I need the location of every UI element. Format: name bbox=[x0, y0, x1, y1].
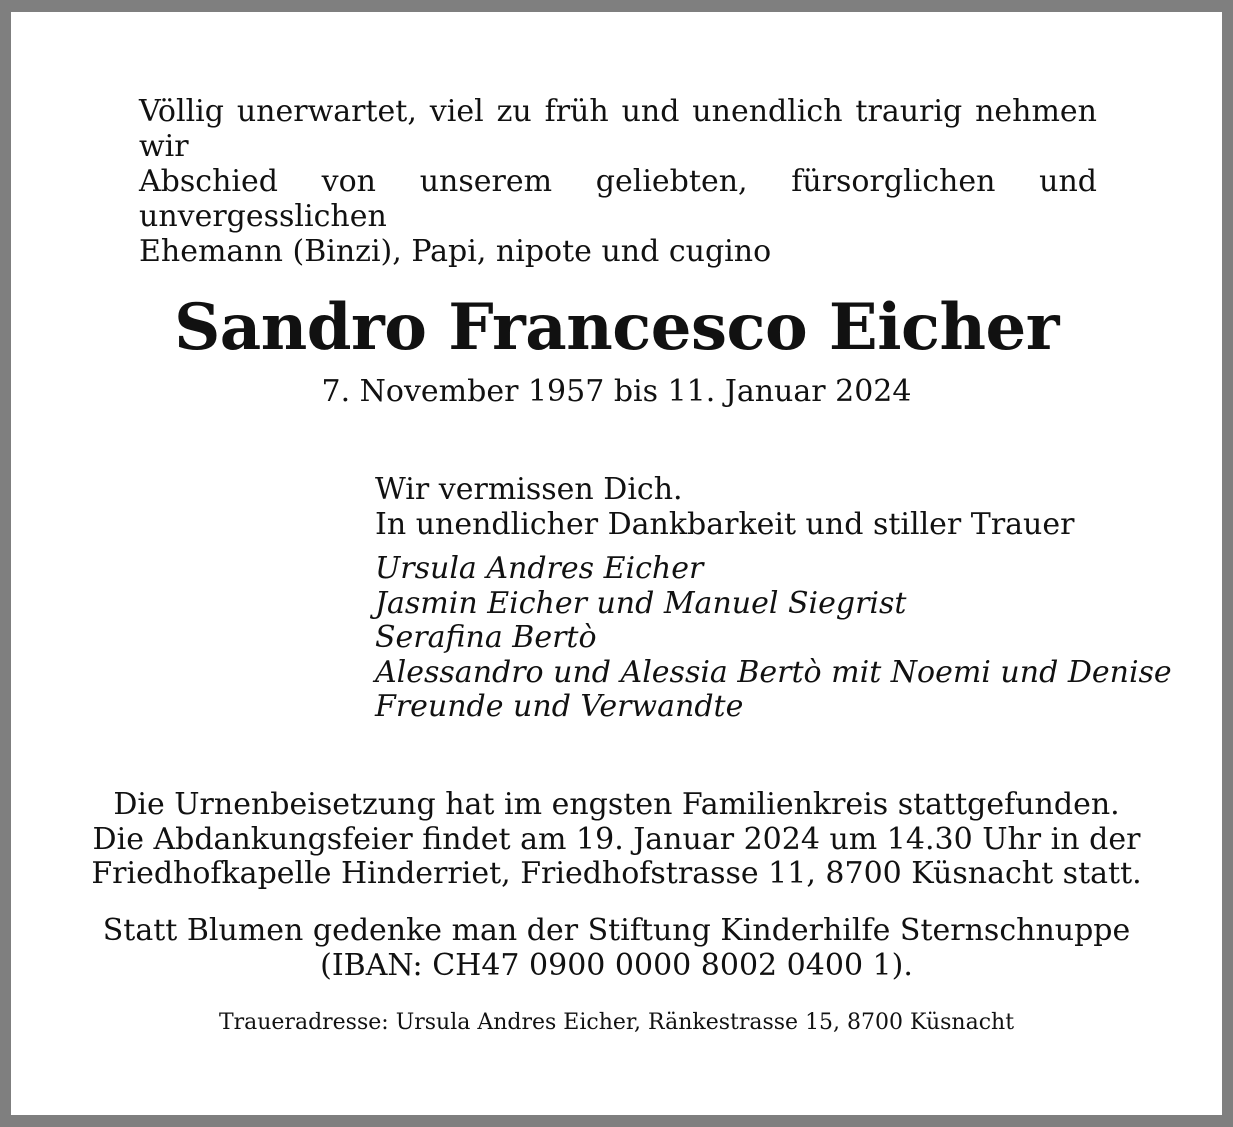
intro-line: Völlig unerwartet, viel zu früh und unendlich traurig nehmen wir bbox=[139, 94, 1097, 164]
mourner-item: Freunde und Verwandte bbox=[375, 689, 744, 724]
mourner-item: Alessandro und Alessia Bertò mit Noemi und Denise bbox=[375, 654, 1172, 690]
obituary-page bbox=[11, 12, 1222, 1115]
intro-line: Ehemann (Binzi), Papi, nipote und cugino bbox=[139, 234, 772, 269]
donation-info bbox=[11, 914, 1222, 983]
mourner-item: Ursula Andres Eicher bbox=[375, 551, 704, 586]
deceased-name: Sandro Francesco Eicher bbox=[174, 290, 1059, 365]
life-dates: 7. November 1957 bis 11. Januar 2024 bbox=[321, 374, 912, 409]
message-line: In unendlicher Dankbarkeit und stiller Trauer bbox=[375, 507, 1075, 542]
mourners-list bbox=[375, 552, 1175, 725]
ceremony-line: Friedhofkapelle Hinderriet, Friedhofstrasse 11, 8700 Küsnacht statt. bbox=[91, 856, 1142, 891]
intro-line: Abschied von unserem geliebten, fürsorglichen und unvergesslichen bbox=[139, 164, 1097, 234]
mourning-address: Traueradresse: Ursula Andres Eicher, Ränkestrasse 15, 8700 Küsnacht bbox=[218, 1010, 1015, 1035]
message-line: Wir vermissen Dich. bbox=[375, 472, 683, 507]
donation-line: (IBAN: CH47 0900 0000 8002 0400 1). bbox=[320, 947, 913, 983]
donation-line: Statt Blumen gedenke man der Stiftung Kinderhilfe Sternschnuppe bbox=[102, 913, 1131, 948]
farewell-message bbox=[375, 472, 1095, 542]
mourner-item: Serafina Bertò bbox=[375, 620, 597, 655]
ceremony-line: Die Abdankungsfeier findet am 19. Januar 2024 um 14.30 Uhr in der bbox=[92, 821, 1141, 857]
mourner-item: Jasmin Eicher und Manuel Siegrist bbox=[375, 585, 907, 621]
ceremony-line: Die Urnenbeisetzung hat im engsten Familienkreis stattgefunden. bbox=[113, 787, 1120, 822]
ceremony-info bbox=[11, 788, 1222, 892]
intro-paragraph bbox=[139, 94, 1097, 269]
